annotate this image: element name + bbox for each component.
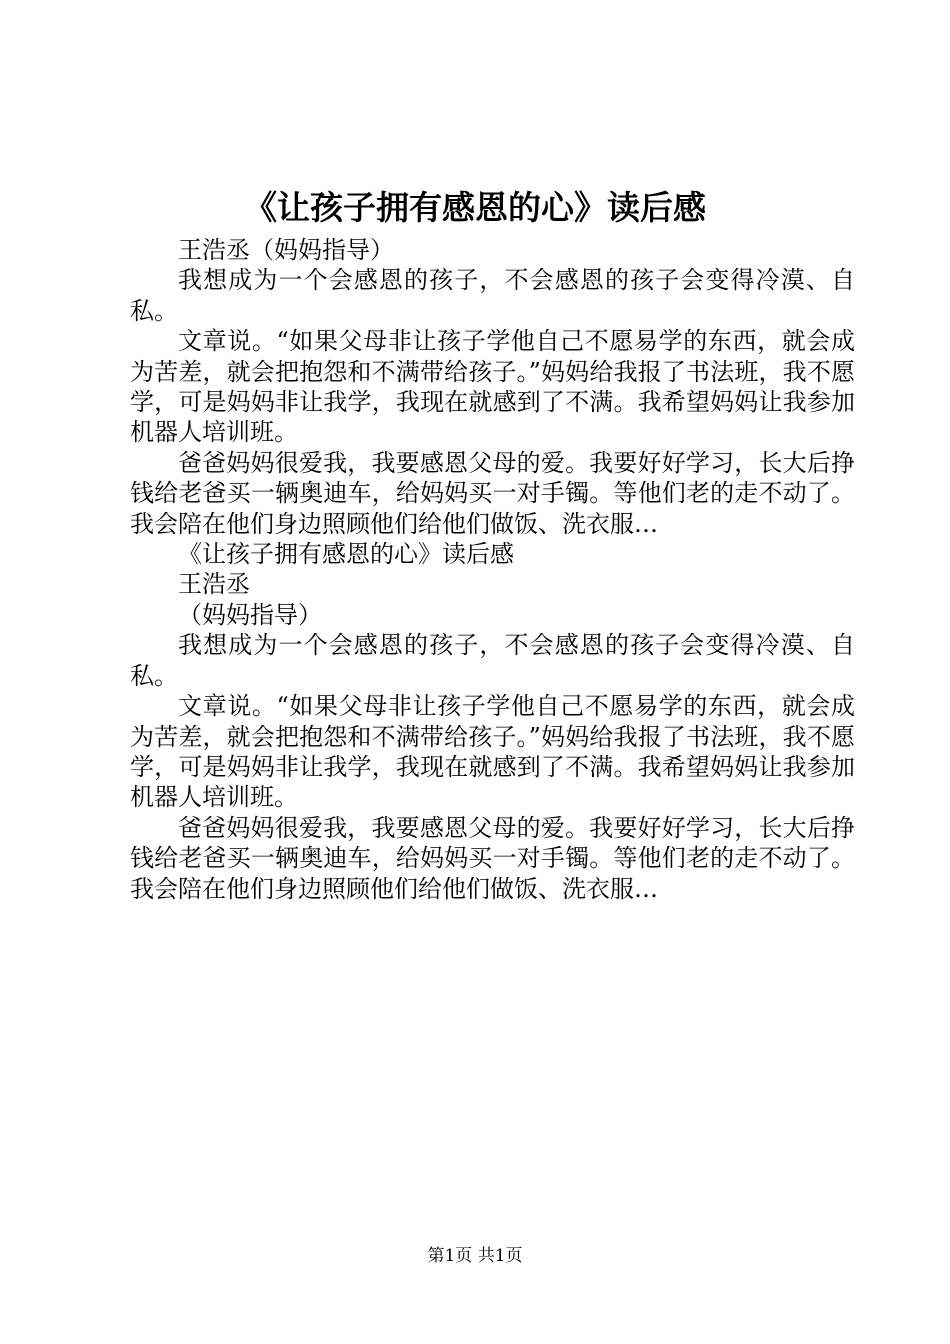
body-paragraph: 爸爸妈妈很爱我，我要感恩父母的爱。我要好好学习，长大后挣钱给老爸买一辆奥迪车，给妈妈买一对手镯。等他们老的走不动了。我会陪在他们身边照顾他们给他们做饭、洗衣服…	[130, 813, 855, 903]
document-body	[130, 235, 855, 904]
body-paragraph: 我想成为一个会感恩的孩子，不会感恩的孩子会变得冷漠、自私。	[130, 266, 855, 325]
author-note-line: （妈妈指导）	[178, 600, 322, 629]
body-paragraph: 我想成为一个会感恩的孩子，不会感恩的孩子会变得冷漠、自私。	[130, 631, 855, 690]
page-footer: 第1页 共1页	[427, 1246, 523, 1266]
repeated-title-line: 《让孩子拥有感恩的心》读后感	[178, 540, 514, 569]
author-line: 王浩丞（妈妈指导）	[178, 236, 394, 264]
author-name-line: 王浩丞	[178, 570, 250, 599]
body-paragraph: 爸爸妈妈很爱我，我要感恩父母的爱。我要好好学习，长大后挣钱给老爸买一辆奥迪车，给妈妈买一对手镯。等他们老的走不动了。我会陪在他们身边照顾他们给他们做饭、洗衣服…	[130, 448, 855, 538]
document-title: 《让孩子拥有感恩的心》读后感	[244, 188, 706, 227]
body-paragraph: 文章说。“如果父母非让孩子学他自己不愿易学的东西，就会成为苦差，就会把抱怨和不满带给孩子。”妈妈给我报了书法班，我不愿学，可是妈妈非让我学，我现在就感到了不满。我希望妈妈让我参加机器人培训班。	[130, 327, 855, 447]
body-paragraph: 文章说。“如果父母非让孩子学他自己不愿易学的东西，就会成为苦差，就会把抱怨和不满带给孩子。”妈妈给我报了书法班，我不愿学，可是妈妈非让我学，我现在就感到了不满。我希望妈妈让我参加机器人培训班。	[130, 692, 855, 812]
